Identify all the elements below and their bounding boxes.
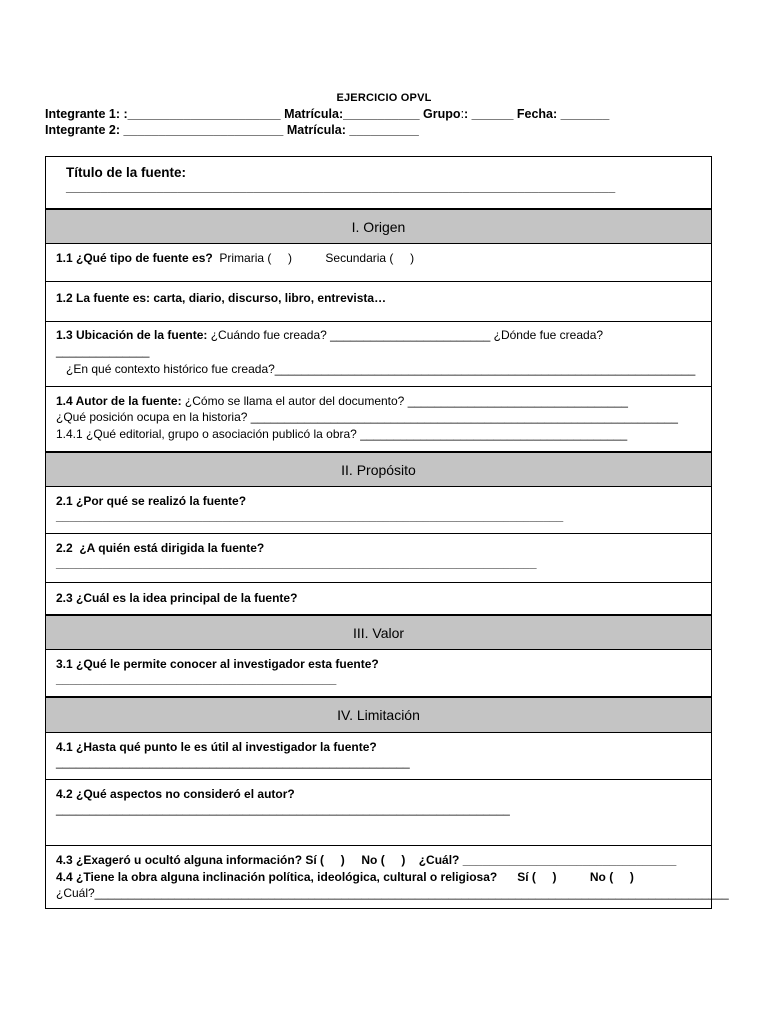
section-proposito-title: II. Propósito	[341, 462, 416, 478]
question-4-3-text[interactable]: 4.3 ¿Exageró u ocultó alguna información? Sí ( ) No ( ) ¿Cuál? ________________________________	[56, 853, 677, 867]
question-1-3-contexto[interactable]: ¿En qué contexto histórico fue creada?_______________________________________________________________	[66, 362, 696, 376]
question-2-2-blank[interactable]: ________________________________________________________________________	[56, 556, 537, 570]
question-2-3-text: 2.3 ¿Cuál es la idea principal de la fuente?	[56, 591, 298, 605]
question-3-1-blank[interactable]: __________________________________________	[56, 672, 337, 686]
question-4-2	[46, 780, 711, 846]
question-1-4-text: 1.4 Autor de la fuente:	[56, 394, 182, 408]
question-4-3-4-4	[46, 846, 729, 908]
question-2-2-text: 2.2 ¿A quién está dirigida la fuente?	[56, 541, 265, 555]
fuente-title-blank[interactable]: _______________________________________________________________________________	[66, 180, 616, 194]
question-1-3-line-1	[56, 328, 603, 342]
section-origen-title: I. Origen	[351, 219, 406, 235]
question-2-1-text: 2.1 ¿Por qué se realizó la fuente?	[56, 494, 247, 508]
question-1-2-text: 1.2 La fuente es: carta, diario, discurso, libro, entrevista…	[56, 291, 387, 305]
header-line-integrante-2: Integrante 2: _______________________ Matrícula: __________	[45, 123, 419, 137]
section-valor-title: III. Valor	[352, 625, 405, 641]
question-4-1-text: 4.1 ¿Hasta qué punto le es útil al investigador la fuente?	[56, 740, 377, 754]
question-2-2	[46, 534, 711, 583]
integrante-1-text: Integrante 1: :______________________ Matrícula:	[45, 107, 344, 121]
question-1-1-text: 1.1 ¿Qué tipo de fuente es?	[56, 251, 213, 265]
question-1-4-line-1	[56, 394, 628, 408]
opvl-form	[45, 156, 729, 909]
question-4-4-text[interactable]: 4.4 ¿Tiene la obra alguna inclinación política, ideológica, cultural o religiosa? Sí ( ) No ( )	[56, 870, 634, 884]
question-1-3	[46, 322, 711, 387]
question-1-4-posicion[interactable]: ¿Qué posición ocupa en la historia? ________________________________________________________________	[56, 410, 678, 424]
integrante-1-colon: :	[460, 107, 465, 121]
document-title: EJERCICIO OPVL	[336, 92, 432, 104]
question-3-1-text: 3.1 ¿Qué le permite conocer al investigador esta fuente?	[56, 657, 379, 671]
question-1-2	[46, 282, 711, 322]
integrante-1-grupo: ___________ Grupo	[343, 107, 461, 121]
question-4-4-cual[interactable]: ¿Cuál?_______________________________________________________________________________________________	[56, 886, 729, 900]
integrante-1-fecha: : ______ Fecha: _______	[464, 107, 610, 121]
option-primaria[interactable]: Primaria ( )	[219, 251, 293, 265]
question-1-1	[46, 244, 711, 282]
question-4-1	[46, 733, 711, 780]
section-origen	[46, 209, 711, 244]
question-1-4-1-editorial[interactable]: 1.4.1 ¿Qué editorial, grupo o asociación publicó la obra? ________________________________________	[56, 427, 628, 441]
header-line-integrante-1	[45, 107, 609, 121]
fuente-title-label: Título de la fuente:	[66, 165, 186, 180]
section-valor	[46, 615, 711, 650]
question-1-1-line	[56, 251, 414, 265]
question-1-3-text: 1.3 Ubicación de la fuente:	[56, 328, 208, 342]
option-secundaria[interactable]: Secundaria ( )	[325, 251, 415, 265]
question-2-1-blank[interactable]: ____________________________________________________________________________	[56, 509, 564, 523]
question-2-1	[46, 487, 711, 534]
question-1-3-blank[interactable]: ______________	[56, 344, 150, 358]
question-4-1-blank[interactable]: _____________________________________________________	[56, 755, 410, 769]
question-4-2-text: 4.2 ¿Qué aspectos no consideró el autor?	[56, 787, 295, 801]
section-limitacion-title: IV. Limitación	[337, 707, 420, 723]
question-1-3-cuando[interactable]: ¿Cuándo fue creada? ________________________ ¿Dónde fue creada?	[207, 328, 604, 342]
question-1-4-autor[interactable]: ¿Cómo se llama el autor del documento? _________________________________	[181, 394, 628, 408]
section-limitacion	[46, 697, 711, 733]
question-2-3	[46, 583, 711, 615]
question-1-4	[46, 387, 711, 452]
fuente-title-row	[46, 157, 711, 209]
section-proposito	[46, 452, 711, 487]
question-4-2-blank[interactable]: ____________________________________________________________________	[56, 802, 510, 816]
question-3-1	[46, 650, 711, 697]
